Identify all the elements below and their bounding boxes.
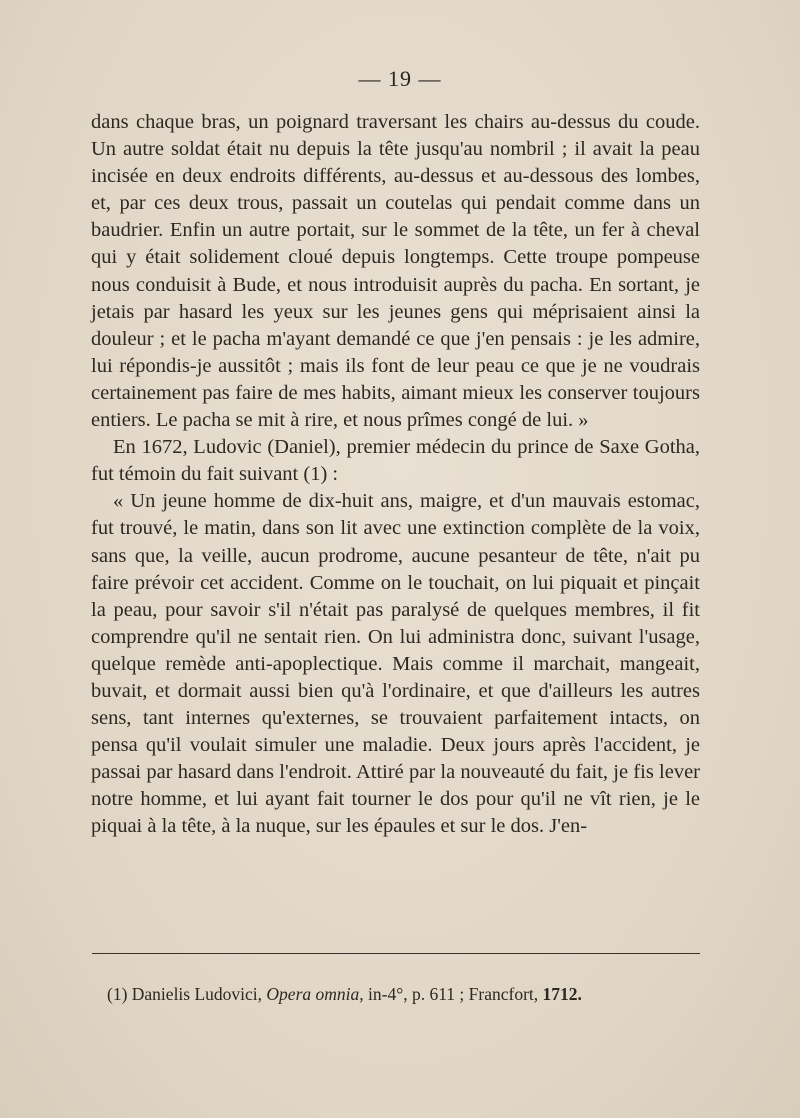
footnote	[107, 983, 707, 1005]
footnote-divider	[92, 953, 700, 954]
page-number: — 19 —	[358, 66, 442, 91]
footnote-work-title: Opera omnia,	[266, 984, 364, 1004]
footnote-marker: (1)	[107, 984, 128, 1004]
footnote-details: in-4°, p. 611 ; Francfort,	[368, 984, 539, 1004]
paragraph-ludovic-intro: En 1672, Ludovic (Daniel), premier médecin du prince de Saxe Gotha, fut témoin du fait suivant (1) :	[91, 436, 700, 486]
paragraph-pacha-quote-end: dans chaque bras, un poignard traversant les chairs au-dessus du coude. Un autre soldat était nu depuis la tête jusqu'au nombril ; il avait la peau incisée en deux endroits différents, au-dessus et au-dessous des lombes, et, par ces deux trous, passait un coutelas qui pendait comme dans un baudrier. Enfin un autre portait, sur le sommet de la tête, un fer à cheval qui y était solidement cloué depuis longtemps. Cette troupe pompeuse nous conduisit à Bude, et nous introduisit auprès du pacha. En sortant, je jetais par hasard les yeux sur les jeunes gens qui méprisaient ainsi la douleur ; et le pacha m'ayant demandé ce que j'en pensais : je les admire, lui répondis-je aussitôt ; mais ils font de leur peau ce que je ne voudrais certainement pas faire de mes habits, aimant mieux les conserver toujours entiers. Le pacha se mit à rire, et nous prîmes congé de lui. »	[91, 111, 700, 432]
body-text	[91, 109, 700, 841]
paragraph-young-man-case: « Un jeune homme de dix-huit ans, maigre, et d'un mauvais estomac, fut trouvé, le matin, dans son lit avec une extinction complète de la voix, sans que, la veille, aucun prodrome, aucune pesanteur de tête, n'ait pu faire prévoir cet accident. Comme on le touchait, on lui piquait et pinçait la peau, pour savoir s'il n'était pas paralysé de quelques membres, il fit comprendre qu'il ne sentait rien. On lui administra donc, suivant l'usage, quelque remède anti-apoplectique. Mais comme il marchait, mangeait, buvait, et dormait aussi bien qu'à l'ordinaire, et que d'ailleurs les autres sens, tant internes qu'externes, se trouvaient parfaitement intacts, on pensa qu'il voulait simuler une maladie. Deux jours après l'accident, je passai par hasard dans l'endroit. Attiré par la nouveauté du fait, je fis lever notre homme, et lui ayant fait tourner le dos pour qu'il ne vît rien, je le piquai à la tête, à la nuque, sur les épaules et sur le dos. J'en-	[91, 490, 700, 838]
footnote-year: 1712.	[542, 984, 582, 1004]
footnote-author: Danielis Ludovici,	[131, 984, 263, 1004]
